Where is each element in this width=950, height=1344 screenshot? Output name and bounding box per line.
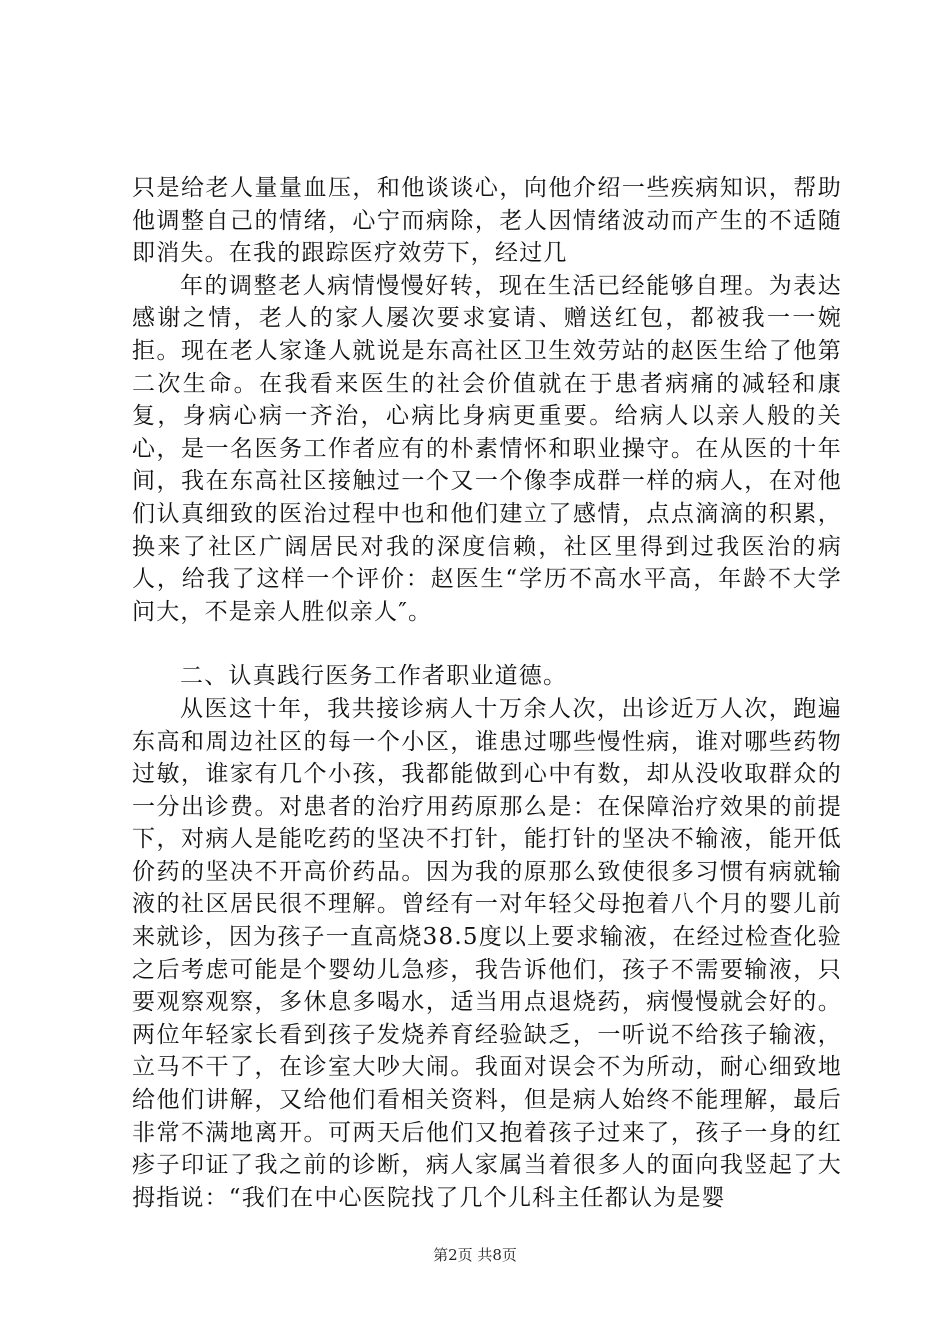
paragraph-gap [132, 628, 842, 660]
paragraph: 从医这十年，我共接诊病人十万余人次，出诊近万人次，跑遍东高和周边社区的每一个小区，谁患过哪些慢性病，谁对哪些药物过敏，谁家有几个小孩，我都能做到心中有数，却从没收取群众的一分出诊费。对患者的治疗用药原那么是：在保障治疗效果的前提下，对病人是能吃药的坚决不打针，能打针的坚决不输液，能开低价药的坚决不开高价药品。因为我的原那么致使很多习惯有病就输液的社区居民很不理解。曾经有一对年轻父母抱着八个月的婴儿前来就诊，因为孩子一直高烧38.5度以上要求输液，在经过检查化验之后考虑可能是个婴幼儿急疹，我告诉他们，孩子不需要输液，只要观察观察，多休息多喝水，适当用点退烧药，病慢慢就会好的。两位年轻家长看到孩子发烧养育经验缺乏，一听说不给孩子输液，立马不干了，在诊室大吵大闹。我面对误会不为所动，耐心细致地给他们讲解，又给他们看相关资料，但是病人始终不能理解，最后非常不满地离开。可两天后他们又抱着孩子过来了，孩子一身的红疹子印证了我之前的诊断，病人家属当着很多人的面向我竖起了大拇指说：“我们在中心医院找了几个儿科主任都认为是婴 [132, 695, 842, 1211]
paragraph: 年的调整老人病情慢慢好转，现在生活已经能够自理。为表达感谢之情，老人的家人屡次要求宴请、赠送红包，都被我一一婉拒。现在老人家逢人就说是东高社区卫生效劳站的赵医生给了他第二次生命。在我看来医生的社会价值就在于患者病痛的减轻和康复，身病心病一齐治，心病比身病更重要。给病人以亲人般的关心，是一名医务工作者应有的朴素情怀和职业操守。在从医的十年间，我在东高社区接触过一个又一个像李成群一样的病人，在对他们认真细致的医治过程中也和他们建立了感情，点点滴滴的积累，换来了社区广阔居民对我的深度信赖，社区里得到过我医治的病人，给我了这样一个评价：赵医生“学历不高水平高，年龄不大学问大，不是亲人胜似亲人″。 [132, 272, 842, 625]
page-number-footer: 第2页 共8页 [433, 1246, 517, 1264]
section-heading: 二、认真践行医务工作者职业道德。 [180, 663, 568, 690]
paragraph-continued: 只是给老人量量血压，和他谈谈心，向他介绍一些疾病知识，帮助他调整自己的情绪，心宁而病除，老人因情绪波动而产生的不适随即消失。在我的跟踪医疗效劳下，经过几 [132, 175, 842, 267]
document-body [132, 172, 842, 1214]
